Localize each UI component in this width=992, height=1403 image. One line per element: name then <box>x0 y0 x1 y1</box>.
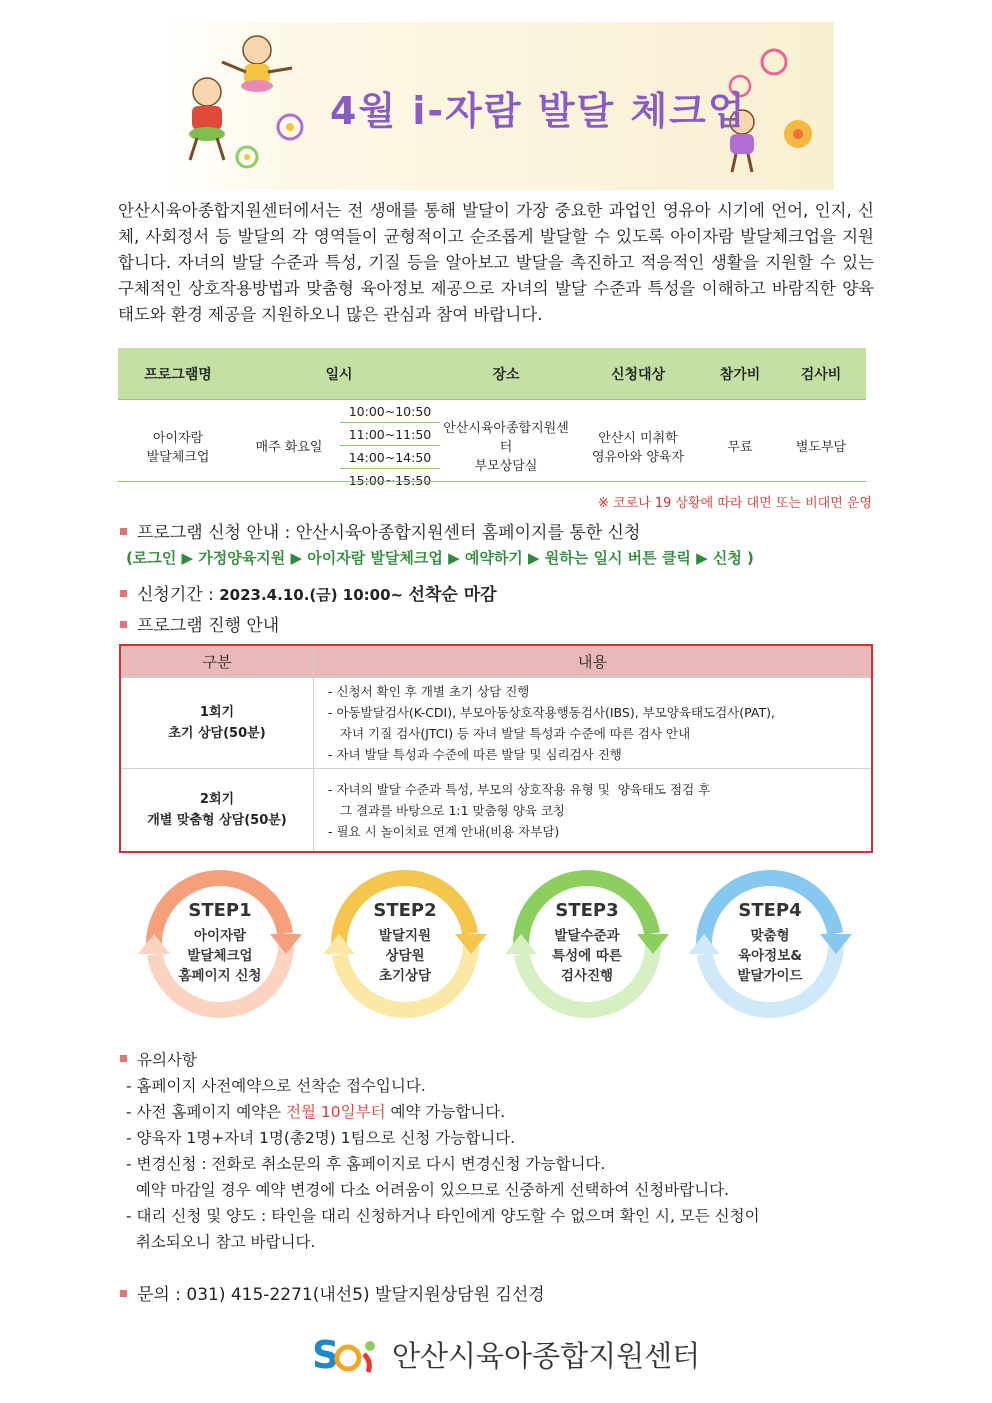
steps-diagram <box>130 862 870 1032</box>
org-logo-icon <box>312 1332 384 1376</box>
table-row <box>118 400 866 423</box>
note-item: - 사전 홈페이지 예약은 전월 10일부터 예약 가능합니다. <box>126 1103 506 1121</box>
time-slot: 14:00~14:50 <box>340 446 440 469</box>
apply-path: (로그인 ▶ 가정양육지원 ▶ 아이자람 발달체크업 ▶ 예약하기 ▶ 원하는 일시 버튼 클릭 ▶ 신청 ) <box>126 549 754 567</box>
progress-heading: 프로그램 진행 안내 <box>120 611 279 636</box>
note-item: - 양육자 1명+자녀 1명(총2명) 1팀으로 신청 가능합니다. <box>126 1129 516 1147</box>
header-category: 구분 <box>120 645 314 678</box>
header-content: 내용 <box>314 645 873 678</box>
session-cell: 2회기 개별 맞춤형 상담(50분) <box>120 769 314 853</box>
header-target: 신청대상 <box>572 348 704 400</box>
test-fee-cell: 별도부담 <box>795 440 847 455</box>
bullet-square-icon <box>120 590 127 597</box>
note-item: 예약 마감일 경우 예약 변경에 다소 어려움이 있으므로 신중하게 선택하여 신청바랍니다. <box>126 1181 730 1199</box>
note-item: - 변경신청 : 전화로 취소문의 후 홈페이지로 다시 변경신청 가능합니다. <box>126 1155 606 1173</box>
content-cell: - 자녀의 발달 수준과 특성, 부모의 상호작용 유형 및 양육태도 점검 후 그 결과를 바탕으로 1:1 맞춤형 양육 코칭 - 필요 시 놀이치료 연계 안내(비용 자부담) <box>328 781 711 839</box>
table-row <box>120 769 872 853</box>
program-table-header <box>118 348 866 400</box>
step-2: STEP2 발달지원 상담원 초기상담 <box>320 862 490 1032</box>
session-cell: 1회기 초기 상담(50분) <box>120 678 314 769</box>
time-slot: 11:00~11:50 <box>340 423 440 446</box>
header-place: 장소 <box>440 348 572 400</box>
target-cell: 안산시 미취학 영유아와 양육자 <box>591 430 685 465</box>
day-cell: 매주 화요일 <box>255 440 323 455</box>
note-item: 취소되오니 참고 바랍니다. <box>126 1233 316 1251</box>
apply-info: 프로그램 신청 안내 : 안산시육아종합지원센터 홈페이지를 통한 신청 <box>120 518 640 543</box>
header-test-fee: 검사비 <box>776 348 866 400</box>
bullet-square-icon <box>120 528 127 535</box>
step-1: STEP1 아이자람 발달체크업 홈페이지 신청 <box>135 862 305 1032</box>
bullet-square-icon <box>120 621 127 628</box>
contact-info: 문의 : 031) 415-2271(내선5) 발달지원상담원 김선경 <box>120 1280 545 1305</box>
guide-table <box>119 644 873 853</box>
org-name: 안산시육아종합지원센터 <box>392 1338 701 1373</box>
table-row <box>120 678 872 769</box>
step-3: STEP3 발달수준과 특성에 따른 검사진행 <box>502 862 672 1032</box>
banner-title: 4월 i-자람 발달 체크업 <box>330 89 747 133</box>
program-name-cell: 아이자람 발달체크업 <box>146 430 210 465</box>
place-cell: 안산시육아종합지원센터 부모상담실 <box>443 421 569 474</box>
time-slot: 10:00~10:50 <box>340 400 440 423</box>
header-program-name: 프로그램명 <box>118 348 238 400</box>
corona-note: ※ 코로나 19 상황에 따라 대면 또는 비대면 운영 <box>598 496 872 511</box>
svg-text:S: S <box>312 1333 340 1376</box>
bullet-square-icon <box>120 1055 127 1062</box>
step-4: STEP4 맞춤형 육아정보& 발달가이드 <box>685 862 855 1032</box>
program-table <box>118 348 866 491</box>
intro-paragraph: 안산시육아종합지원센터에서는 전 생애를 통해 발달이 가장 중요한 과업인 영유아 시기에 언어, 인지, 신체, 사회정서 등 발달의 각 영역들이 균형적이고 순조롭게 발달할 수 있도록 아이자람 발달체크업을 지원합니다. 자녀의 발달 수준과 특성, 기질 등을 알아보고 발달을 촉진하고 적응적인 생활을 지원할 수 있는 구체적인 상호작용방법과 맞춤형 육아정보 제공으로 자녀의 발달 수준과 특성을 이해하고 바람직한 양육태도와 환경 제공을 지원하오니 많은 관심과 참여 바랍니다. <box>118 201 874 324</box>
fee-cell: 무료 <box>727 440 753 455</box>
footer-logo <box>312 1330 700 1378</box>
header-fee: 참가비 <box>704 348 776 400</box>
apply-period: 신청기간 : 2023.4.10.(금) 10:00~ 선착순 마감 <box>120 580 497 605</box>
table-divider <box>118 481 866 482</box>
notes-heading: 유의사항 <box>120 1047 760 1073</box>
time-slot: 15:00~15:50 <box>348 472 432 488</box>
note-item: - 홈페이지 사전예약으로 선착순 접수입니다. <box>126 1077 426 1095</box>
notes-section <box>120 1047 760 1255</box>
header-datetime: 일시 <box>238 348 440 400</box>
content-cell: - 신청서 확인 후 개별 초기 상담 진행 - 아동발달검사(K-CDI), 부모아동상호작용행동검사(IBS), 부모양육태도검사(PAT), 자녀 기질 검사(JTCI) 등 자녀 발달 특성과 수준에 따른 검사 안내 - 자녀 발달 특성과 수준에 따른 발달 및 심리검사 진행 <box>314 678 873 769</box>
note-item: - 대리 신청 및 양도 : 타인을 대리 신청하거나 타인에게 양도할 수 없으며 확인 시, 모든 신청이 <box>126 1207 760 1225</box>
bullet-square-icon <box>120 1290 127 1297</box>
